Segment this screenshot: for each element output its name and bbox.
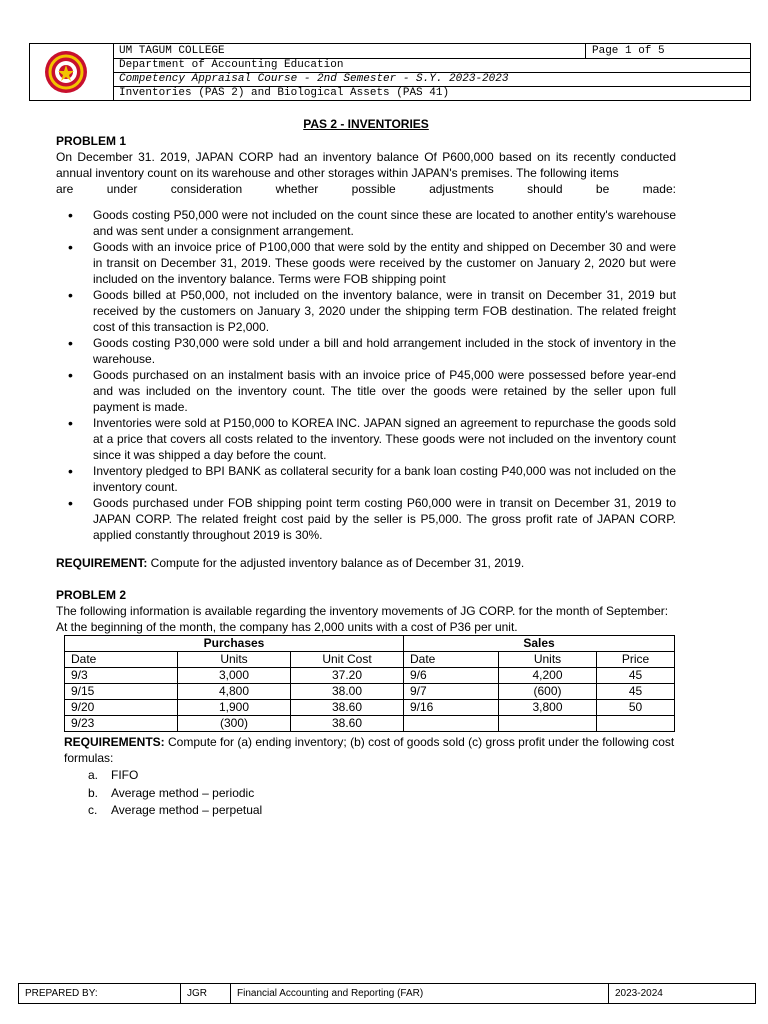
table-cell: 9/7 [404, 684, 499, 700]
list-item: • Inventories were sold at P150,000 to KOREA INC. JAPAN signed an agreement to repurchase the goods sold at a price that covers all costs related to the inventory. These goods were not included on the inventory count since it was shipped a day before the count. [93, 415, 676, 463]
table-cell: 38.60 [291, 700, 404, 716]
column-header: Date [404, 652, 499, 668]
school-year: 2023-2024 [615, 988, 663, 999]
document-header [29, 43, 751, 101]
department-name: Department of Accounting Education [114, 58, 750, 73]
document-body [56, 116, 676, 820]
course-name: Competency Appraisal Course - 2nd Semester - S.Y. 2023-2023 [114, 72, 750, 87]
list-item: • Goods purchased under FOB shipping point term costing P60,000 were in transit on December 31, 2019 to JAPAN CORP. The related freight cost paid by the seller is P5,000. The gross profit rate of JAPAN CORP. applied constantly throughout 2019 is 30%. [93, 495, 676, 543]
list-item: • Goods with an invoice price of P100,000 that were sold by the entity and shipped on December 30 and were in transit on December 31, 2019. These goods were received by the customer on January 2, 2020 but were included on the inventory balance. Terms were FOB shipping point [93, 239, 676, 287]
topic-name: Inventories (PAS 2) and Biological Assets (PAS 41) [119, 87, 450, 99]
section-title: PAS 2 - INVENTORIES [303, 117, 429, 131]
column-header: Units [499, 652, 597, 668]
option-text: FIFO [111, 768, 139, 782]
list-item: • Goods costing P50,000 were not included on the count since these are located to another entity's warehouse and was sent under a consignment arrangement. [93, 207, 676, 239]
cost-formulas-list [56, 767, 676, 820]
column-header: Unit Cost [291, 652, 404, 668]
page-number: Page 1 of 5 [585, 44, 750, 58]
option-text: Average method – perpetual [111, 803, 263, 817]
problem1-requirement [56, 555, 676, 571]
requirement-text: Compute for the adjusted inventory balance as of December 31, 2019. [147, 556, 525, 570]
table-cell: (600) [499, 684, 597, 700]
inventory-movements-table [64, 635, 675, 732]
logo-cell [30, 44, 114, 100]
table-cell: 45 [597, 684, 675, 700]
document-footer [18, 983, 756, 1004]
list-item [111, 767, 676, 785]
problem1-items-list [56, 207, 676, 543]
requirements-text: Compute for (a) ending inventory; (b) cost of goods sold (c) gross profit under the following cost formulas: [64, 735, 675, 765]
prepared-by-label: PREPARED BY: [19, 984, 181, 1003]
problem2-beginning: At the beginning of the month, the company has 2,000 units with a cost of P36 per unit. [56, 620, 518, 634]
table-cell: 37.20 [291, 668, 404, 684]
problem1-intro-last-line: are under consideration whether possible adjustments should be made: [56, 182, 676, 196]
list-item [111, 785, 676, 803]
table-cell: 9/15 [65, 684, 178, 700]
table-row [65, 700, 675, 716]
column-header: Units [178, 652, 291, 668]
table-cell: (300) [178, 716, 291, 732]
problem1-intro: On December 31. 2019, JAPAN CORP had an inventory balance Of P600,000 based on its recently conducted annual inventory count on its warehouse and other storages within JAPAN's premises. The following items [56, 150, 676, 180]
column-header: Price [597, 652, 675, 668]
table-cell: 4,800 [178, 684, 291, 700]
list-item: • Goods billed at P50,000, not included on the inventory balance, were in transit on December 31, 2019 but received by the customers on January 3, 2020 under the shipping term FOB destination. The related freight cost of this transaction is P2,000. [93, 287, 676, 335]
list-item: • Goods purchased on an instalment basis with an invoice price of P45,000 were possessed before year-end and was included on the inventory count. The title over the goods were retained by the seller upon full payment is made. [93, 367, 676, 415]
table-row [65, 668, 675, 684]
table-cell [404, 716, 499, 732]
table-cell: 1,900 [178, 700, 291, 716]
problem2-heading: PROBLEM 2 [56, 588, 127, 602]
table-cell: 9/20 [65, 700, 178, 716]
table-row [65, 716, 675, 732]
purchases-group-header: Purchases [65, 636, 404, 652]
table-cell: 9/6 [404, 668, 499, 684]
table-cell: 9/16 [404, 700, 499, 716]
table-cell: 45 [597, 668, 675, 684]
column-header: Date [65, 652, 178, 668]
sales-group-header: Sales [404, 636, 675, 652]
college-seal-logo [44, 50, 88, 94]
table-group-header-row [65, 636, 675, 652]
table-cell [499, 716, 597, 732]
table-cell: 4,200 [499, 668, 597, 684]
problem2-intro: The following information is available regarding the inventory movements of JG CORP. for the month of September: [56, 604, 669, 618]
problem1-heading: PROBLEM 1 [56, 134, 127, 148]
table-row [65, 684, 675, 700]
table-cell: 50 [597, 700, 675, 716]
requirement-label: REQUIREMENT: [56, 556, 148, 570]
table-cell [597, 716, 675, 732]
preparer-initials: JGR [181, 984, 231, 1003]
college-name: UM TAGUM COLLEGE [114, 44, 750, 59]
problem2-requirements [64, 734, 676, 766]
table-column-header-row [65, 652, 675, 668]
table-cell: 9/3 [65, 668, 178, 684]
list-item: • Inventory pledged to BPI BANK as collateral security for a bank loan costing P40,000 was not included on the inventory count. [93, 463, 676, 495]
table-cell: 38.00 [291, 684, 404, 700]
list-item: • Goods costing P30,000 were sold under a bill and hold arrangement included in the stock of inventory in the warehouse. [93, 335, 676, 367]
subject-name: Financial Accounting and Reporting (FAR) [231, 984, 609, 1003]
table-cell: 38.60 [291, 716, 404, 732]
table-cell: 9/23 [65, 716, 178, 732]
list-item [111, 802, 676, 820]
table-cell: 3,000 [178, 668, 291, 684]
table-cell: 3,800 [499, 700, 597, 716]
requirements-label: REQUIREMENTS: [64, 735, 165, 749]
option-text: Average method – periodic [111, 785, 255, 800]
